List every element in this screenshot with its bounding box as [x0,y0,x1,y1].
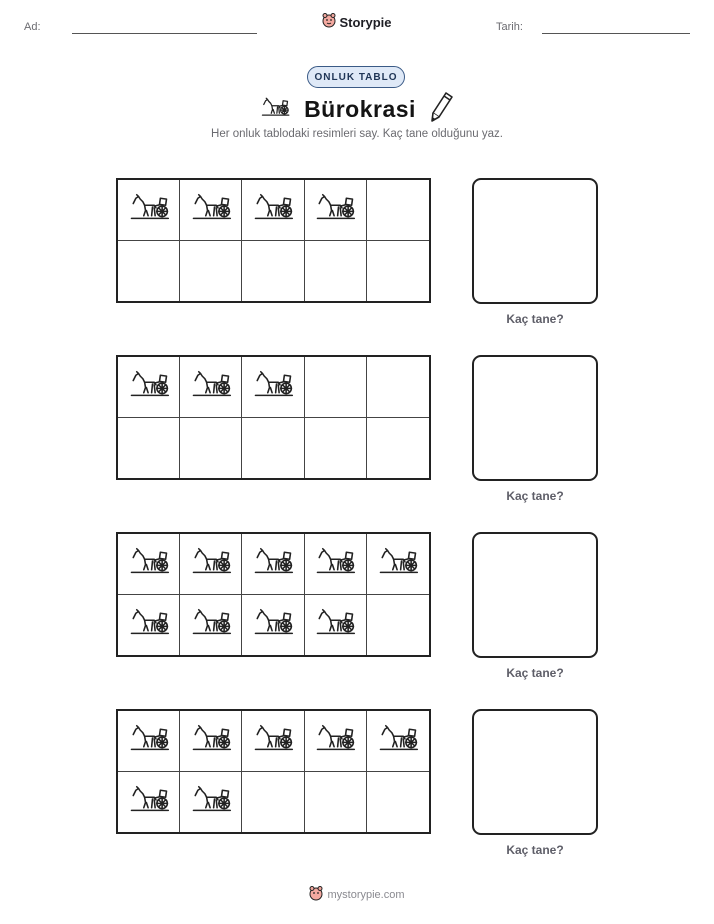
ten-frame-cell [242,418,304,479]
ten-frame-cell [118,241,180,302]
ten-frame-cell [118,534,180,595]
brand-name: Storypie [339,15,392,30]
horse-carriage-icon [128,546,170,581]
worksheet-type-badge: ONLUK TABLO [307,66,405,88]
ten-frame-cell [305,595,367,656]
ten-frame-cell [242,772,304,833]
count-label: Kaç tane? [506,666,564,680]
horse-carriage-icon [128,723,170,758]
horse-carriage-icon [128,369,170,404]
count-label: Kaç tane? [506,489,564,503]
ten-frame-cell [367,418,429,479]
horse-carriage-icon [377,723,419,758]
ten-frame-cell [305,241,367,302]
answer-box-1[interactable] [472,178,598,304]
horse-carriage-icon [190,723,232,758]
ten-frame-cell [305,357,367,418]
horse-carriage-icon [190,369,232,404]
horse-carriage-icon [128,607,170,642]
horse-carriage-icon [314,723,356,758]
ten-frame-cell [242,534,304,595]
horse-carriage-icon [190,607,232,642]
answer-box-3[interactable] [472,532,598,658]
footer-url: mystorypie.com [327,888,405,901]
answer-box-2[interactable] [472,355,598,481]
ten-frame-cell [367,357,429,418]
ten-frame-1 [116,178,431,303]
title-row [0,92,714,126]
ten-frame-cell [242,357,304,418]
ten-frame-cell [180,357,242,418]
answer-box-4[interactable] [472,709,598,835]
brand [0,12,714,33]
date-line [542,33,690,34]
ten-frame-cell [118,595,180,656]
pencil-icon [430,91,454,128]
page-title: Bürokrasi [304,95,416,122]
horse-carriage-icon [190,784,232,819]
ten-frame-cell [180,241,242,302]
ten-frame-cell [118,418,180,479]
ten-frame-cell [367,595,429,656]
horse-carriage-icon [252,723,294,758]
ten-frame-cell [118,180,180,241]
storypie-mascot-icon [322,12,336,33]
horse-carriage-icon [252,546,294,581]
horse-carriage-icon [377,546,419,581]
footer [0,885,714,904]
horse-carriage-icon [252,607,294,642]
horse-carriage-icon [190,546,232,581]
ten-frame-cell [118,357,180,418]
ten-frame-cell [305,772,367,833]
ten-frame-cell [118,711,180,772]
horse-carriage-icon [314,192,356,227]
ten-frame-cell [367,241,429,302]
count-label: Kaç tane? [506,312,564,326]
horse-carriage-icon [190,192,232,227]
ten-frame-cell [180,418,242,479]
ten-frame-cell [180,595,242,656]
ten-frame-cell [367,772,429,833]
ten-frame-cell [180,772,242,833]
horse-carriage-icon [128,192,170,227]
ten-frame-3 [116,532,431,657]
ten-frame-cell [180,180,242,241]
date-label: Tarih: [496,21,523,33]
name-line [72,33,257,34]
horse-carriage-icon [252,369,294,404]
horse-carriage-icon [252,192,294,227]
ten-frame-cell [305,711,367,772]
horse-carriage-icon [260,96,290,123]
ten-frame-cell [180,534,242,595]
ten-frame-2 [116,355,431,480]
ten-frame-cell [367,711,429,772]
ten-frame-cell [242,241,304,302]
horse-carriage-icon [128,784,170,819]
ten-frame-cell [242,595,304,656]
ten-frame-cell [305,180,367,241]
name-label: Ad: [24,21,41,33]
ten-frame-cell [118,772,180,833]
ten-frame-cell [242,711,304,772]
ten-frame-cell [305,534,367,595]
horse-carriage-icon [314,607,356,642]
ten-frame-cell [367,534,429,595]
ten-frame-cell [367,180,429,241]
storypie-mascot-icon [309,885,323,904]
ten-frame-cell [180,711,242,772]
horse-carriage-icon [314,546,356,581]
ten-frame-cell [242,180,304,241]
ten-frame-4 [116,709,431,834]
instructions: Her onluk tablodaki resimleri say. Kaç tane olduğunu yaz. [211,128,503,140]
ten-frame-cell [305,418,367,479]
count-label: Kaç tane? [506,843,564,857]
